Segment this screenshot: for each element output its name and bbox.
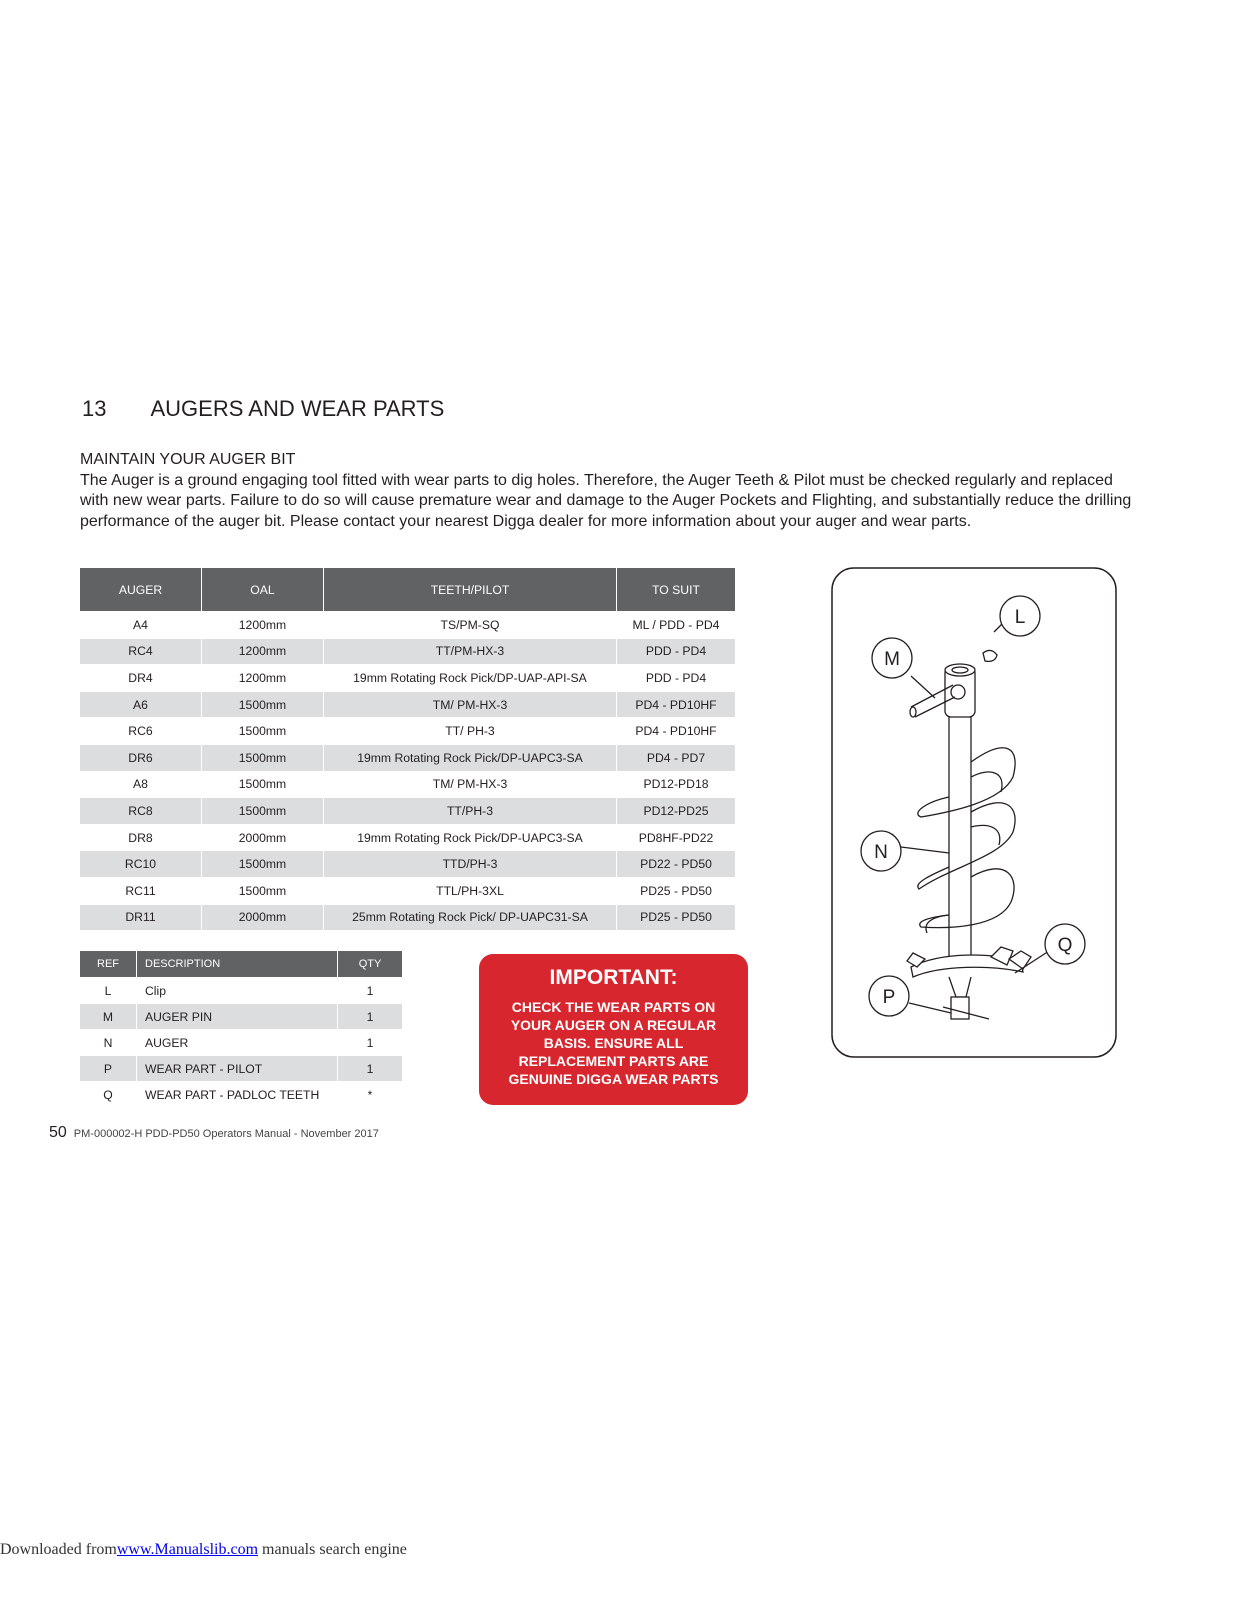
parts-table-row <box>80 1056 402 1081</box>
cell-to-suit: PD12-PD18 <box>643 777 709 792</box>
cell-oal: 1200mm <box>202 639 323 665</box>
cell-description: Clip <box>145 983 166 998</box>
cell-ref: Q <box>103 1087 113 1102</box>
cell-to-suit: PD4 - PD7 <box>617 745 735 771</box>
cell-teeth-pilot: TTD/PH-3 <box>324 851 616 877</box>
cell-auger: RC11 <box>125 883 156 898</box>
cell-description: AUGER <box>145 1035 189 1050</box>
parts-table-row <box>80 1030 402 1055</box>
cell-ref: P <box>80 1056 136 1081</box>
cell-teeth-pilot: TT/ PH-3 <box>445 724 495 739</box>
cell-oal: 1500mm <box>202 798 323 824</box>
cell-teeth-pilot: 19mm Rotating Rock Pick/DP-UAPC3-SA <box>357 830 583 845</box>
cell-oal: 1200mm <box>238 617 287 632</box>
col-ref: REF <box>80 951 136 977</box>
cell-ref: N <box>103 1035 113 1050</box>
cell-auger: DR11 <box>80 905 201 931</box>
cell-to-suit: PDD - PD4 <box>617 639 735 665</box>
parts-table <box>79 950 403 1108</box>
auger-table-row <box>80 718 735 744</box>
cell-teeth-pilot: TM/ PM-HX-3 <box>324 692 616 718</box>
cell-auger: RC4 <box>80 639 201 665</box>
cell-ref: M <box>80 1004 136 1029</box>
cell-auger: A8 <box>133 777 148 792</box>
cell-oal: 1500mm <box>202 692 323 718</box>
parts-table-row <box>80 978 402 1003</box>
cell-to-suit: PD25 - PD50 <box>640 883 712 898</box>
cell-oal: 1500mm <box>238 724 287 739</box>
cell-oal: 1200mm <box>238 670 287 685</box>
section-heading <box>82 396 444 422</box>
col-to-suit: TO SUIT <box>617 568 735 611</box>
download-banner <box>0 1541 407 1559</box>
cell-teeth-pilot: TS/PM-SQ <box>440 617 500 632</box>
cell-teeth-pilot: TM/ PM-HX-3 <box>432 777 508 792</box>
col-auger: AUGER <box>80 568 201 611</box>
auger-table-row <box>80 825 735 851</box>
important-notice <box>479 954 748 1105</box>
intro-paragraph: The Auger is a ground engaging tool fitted with wear parts to dig holes. Therefore, the Auger Teeth & Pilot must be checked regularly and replaced with new wear parts. Failure to do so will cause premature wear and damage to the Auger Pockets and Flighting, and substantially reduce the drilling performance of the auger bit. Please contact your nearest Digga dealer for more information about your auger and wear parts. <box>80 472 1132 530</box>
callout-n-label: N <box>874 842 888 863</box>
cell-auger: RC6 <box>128 724 153 739</box>
col-oal: OAL <box>202 568 323 611</box>
auger-table-row <box>80 639 735 665</box>
cell-to-suit: PD4 - PD10HF <box>635 724 717 739</box>
cell-description: WEAR PART - PADLOC TEETH <box>145 1087 320 1102</box>
cell-oal: 2000mm <box>238 830 287 845</box>
section-number: 13 <box>82 396 107 421</box>
cell-auger: DR8 <box>128 830 153 845</box>
cell-to-suit: PD8HF-PD22 <box>638 830 714 845</box>
cell-auger: DR4 <box>128 670 153 685</box>
cell-description: WEAR PART - PILOT <box>137 1056 337 1081</box>
parts-table-header <box>80 951 402 977</box>
footer-text: PM-000002-H PDD-PD50 Operators Manual - November 2017 <box>73 1128 379 1140</box>
cell-auger: DR6 <box>80 745 201 771</box>
callout-l-label: L <box>1014 607 1026 628</box>
callout-p-label: P <box>882 987 896 1008</box>
auger-table-row <box>80 772 735 798</box>
cell-auger: RC8 <box>80 798 201 824</box>
cell-teeth-pilot: TT/PM-HX-3 <box>324 639 616 665</box>
auger-table-row <box>80 905 735 931</box>
banner-prefix: Downloaded from <box>0 1541 117 1558</box>
cell-teeth-pilot: 19mm Rotating Rock Pick/DP-UAPC3-SA <box>324 745 616 771</box>
cell-qty: 1 <box>366 1035 374 1050</box>
col-teeth-pilot: TEETH/PILOT <box>324 568 616 611</box>
col-description: DESCRIPTION <box>137 951 337 977</box>
cell-qty: 1 <box>338 1004 402 1029</box>
cell-oal: 2000mm <box>202 905 323 931</box>
section-title: AUGERS AND WEAR PARTS <box>150 396 445 421</box>
manualslib-link[interactable]: www.Manualslib.com <box>116 1541 259 1558</box>
auger-table-row <box>80 798 735 824</box>
auger-table-row <box>80 851 735 877</box>
cell-to-suit: PD4 - PD10HF <box>617 692 735 718</box>
cell-to-suit: PD12-PD25 <box>617 798 735 824</box>
cell-teeth-pilot: 25mm Rotating Rock Pick/ DP-UAPC31-SA <box>324 905 616 931</box>
cell-qty: 1 <box>338 1056 402 1081</box>
callout-m-label: M <box>884 649 900 670</box>
cell-qty: * <box>367 1087 373 1102</box>
cell-auger: A4 <box>133 617 148 632</box>
auger-diagram <box>831 567 1117 1058</box>
banner-suffix: manuals search engine <box>258 1541 407 1558</box>
parts-table-row <box>80 1082 402 1107</box>
auger-table-row <box>80 612 735 638</box>
auger-table <box>79 567 736 931</box>
parts-table-row <box>80 1004 402 1029</box>
auger-table-row <box>80 692 735 718</box>
cell-qty: 1 <box>366 983 374 998</box>
auger-table-row <box>80 878 735 904</box>
cell-teeth-pilot: TTL/PH-3XL <box>436 883 504 898</box>
subheading: MAINTAIN YOUR AUGER BIT <box>80 451 296 468</box>
auger-table-row <box>80 745 735 771</box>
cell-to-suit: ML / PDD - PD4 <box>632 617 720 632</box>
cell-teeth-pilot: TT/PH-3 <box>324 798 616 824</box>
cell-auger: A6 <box>80 692 201 718</box>
important-text: CHECK THE WEAR PARTS ON YOUR AUGER ON A REGULAR BASIS. ENSURE ALL REPLACEMENT PARTS ARE GENUINE DIGGA WEAR PARTS <box>508 999 719 1087</box>
cell-teeth-pilot: 19mm Rotating Rock Pick/DP-UAP-API-SA <box>353 670 587 685</box>
cell-oal: 1500mm <box>202 851 323 877</box>
important-title: IMPORTANT: <box>549 966 678 989</box>
auger-table-header <box>80 568 735 611</box>
cell-oal: 1500mm <box>238 883 287 898</box>
cell-description: AUGER PIN <box>137 1004 337 1029</box>
callout-q-label: Q <box>1057 935 1073 956</box>
cell-oal: 1500mm <box>202 745 323 771</box>
col-qty: QTY <box>338 951 402 977</box>
page-number: 50 <box>49 1124 67 1141</box>
cell-ref: L <box>104 983 112 998</box>
auger-table-row <box>80 665 735 691</box>
cell-oal: 1500mm <box>238 777 287 792</box>
page-footer <box>49 1124 379 1142</box>
cell-to-suit: PD25 - PD50 <box>617 905 735 931</box>
cell-to-suit: PDD - PD4 <box>645 670 707 685</box>
cell-auger: RC10 <box>80 851 201 877</box>
cell-to-suit: PD22 - PD50 <box>617 851 735 877</box>
